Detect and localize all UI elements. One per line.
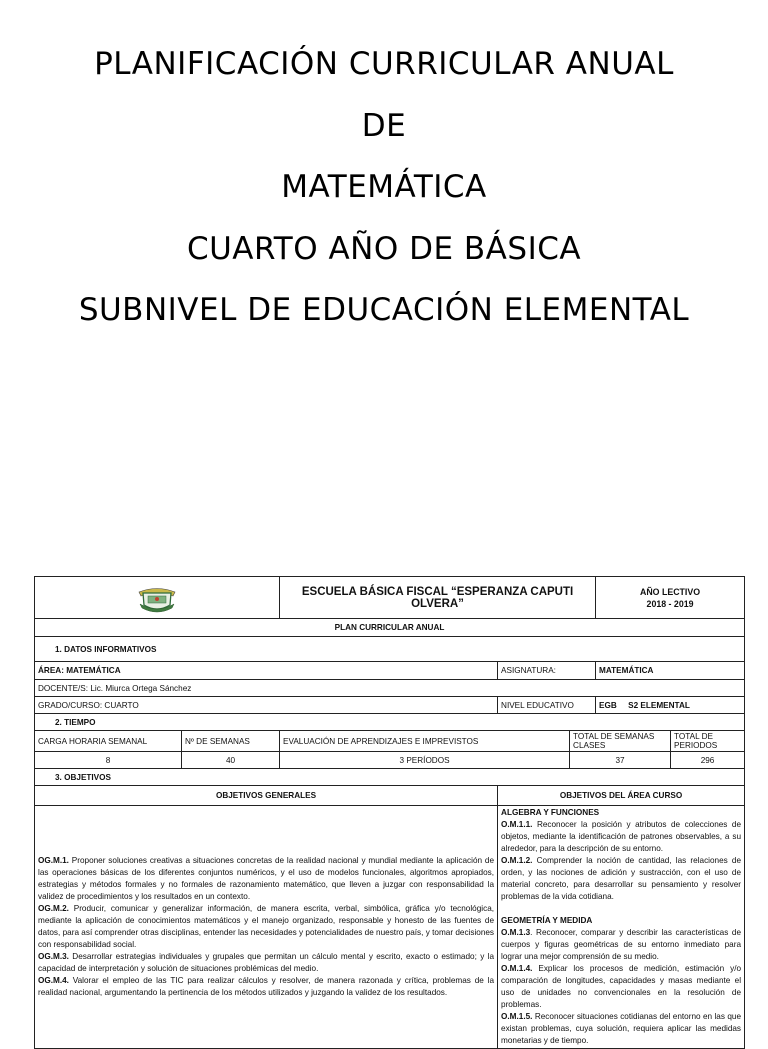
school-year-cell: [596, 577, 745, 619]
tiempo-value-cell: 296: [671, 752, 745, 769]
objetivos-area-cell: [498, 806, 745, 1049]
area-row: [35, 662, 745, 680]
algebra-section-title: ALGEBRA Y FUNCIONES: [501, 808, 600, 817]
plan-title-row: [35, 619, 745, 637]
plan-title: PLAN CURRICULAR ANUAL: [35, 619, 745, 637]
tiempo-section-row: [35, 714, 745, 731]
asignatura-value: MATEMÁTICA: [596, 662, 745, 680]
header-row: [35, 577, 745, 619]
objetivos-section-row: [35, 769, 745, 786]
objetivo-area: [501, 927, 741, 963]
objetivo-text: Desarrollar estrategias individuales y grupales que permitan un cálculo mental y escrito, exacto o estimado; y la capacidad de interpretación y solución de situaciones problémicas del medio.: [38, 952, 495, 973]
school-year-value: 2018 - 2019: [646, 598, 694, 609]
objetivo-area: [501, 819, 741, 855]
area-field: ÁREA: MATEMÁTICA: [35, 662, 498, 680]
docente-field: DOCENTE/S: Lic. Miurca Ortega Sánchez: [35, 680, 745, 697]
plan-table: [34, 576, 745, 1049]
objetivo-text: Explicar los procesos de medición, estimación y/o comparación de longitudes, capacidades y masas mediante el uso de unidades no convencionales en la resolución de problemas.: [501, 964, 742, 1009]
objetivo-general: [38, 855, 494, 903]
objetivo-text: Producir, comunicar y generalizar información, de manera escrita, verbal, simbólica, gráfica y/o tecnológica, mediante la aplicación de conocimientos matemáticos y el manejo organizado, responsable y honesto de las fuentes de datos, para así comprender otras disciplinas, entender las necesidades y potencialidades de nuestro país, y tomar decisiones con responsabilidad social.: [38, 904, 495, 949]
tiempo-header-cell: TOTAL DE PERIODOS: [671, 731, 745, 752]
cover-title: [0, 34, 768, 342]
objetivo-text: Proponer soluciones creativas a situaciones concretas de la realidad nacional y mundial mediante la aplicación de las operaciones básicas de los diferentes conjuntos numéricos, y el uso de modelos funcionales, algoritmos apropiados, estrategias y métodos formales y no formales de razonamiento matemático, que lleven a juzgar con responsabilidad la validez de procedimientos y los resultados en un contexto.: [38, 856, 495, 901]
school-logo-cell: [35, 577, 280, 619]
objetivo-code: OG.M.4.: [38, 976, 69, 985]
objetivo-general: [38, 951, 494, 975]
grado-row: [35, 697, 745, 714]
objetivos-generales-cell: [35, 806, 498, 1049]
cover-title-line-1: PLANIFICACIÓN CURRICULAR ANUAL: [94, 46, 674, 82]
cover-title-line-5: SUBNIVEL DE EDUCACIÓN ELEMENTAL: [78, 292, 690, 328]
geometria-section-title: GEOMETRÍA Y MEDIDA: [501, 916, 593, 925]
objetivo-code: O.M.1.5.: [501, 1012, 533, 1021]
objetivos-section-title: 3. OBJETIVOS: [35, 769, 745, 786]
objetivos-header-row: [35, 786, 745, 806]
tiempo-header-row: [35, 731, 745, 752]
cover-title-line-3: MATEMÁTICA: [281, 169, 487, 205]
objetivo-text: Reconocer situaciones cotidianas del entorno en las que existan problemas, cuya solución, requiera aplicar las medidas monetarias y de tiempo.: [501, 1012, 742, 1045]
tiempo-section-title: 2. TIEMPO: [35, 714, 745, 731]
datos-section-title: 1. DATOS INFORMATIVOS: [35, 637, 745, 662]
tiempo-values-row: [35, 752, 745, 769]
objetivo-code: O.M.1.2.: [501, 856, 533, 865]
objetivo-code: O.M.1.3: [501, 928, 531, 937]
school-crest-icon: [134, 583, 180, 613]
grado-field: GRADO/CURSO: CUARTO: [35, 697, 498, 714]
tiempo-header-cell: EVALUACIÓN DE APRENDIZAJES E IMPREVISTOS: [280, 731, 570, 752]
objetivos-generales-header: OBJETIVOS GENERALES: [35, 786, 498, 806]
objetivo-code: OG.M.1.: [38, 856, 69, 865]
asignatura-label: ASIGNATURA:: [498, 662, 596, 680]
tiempo-header-cell: TOTAL DE SEMANAS CLASES: [570, 731, 671, 752]
objetivo-code: O.M.1.1.: [501, 820, 533, 829]
objetivo-text: Valorar el empleo de las TIC para realizar cálculos y resolver, de manera razonada y crítica, problemas de la realidad nacional, argumentando la pertinencia de los métodos utilizados y juzgando la validez de los resultados.: [38, 976, 495, 997]
objetivos-content-row: [35, 806, 745, 1049]
tiempo-header-cell: CARGA HORARIA SEMANAL: [35, 731, 182, 752]
cover-title-line-4: CUARTO AÑO DE BÁSICA: [186, 230, 582, 267]
objetivo-area: [501, 855, 741, 903]
objetivo-text: Comprender la noción de cantidad, las relaciones de orden, y las nociones de adición y sustracción, con el uso de material concreto, para desarrollar su pensamiento y resolver problemas de la vida cotidiana.: [501, 856, 742, 901]
objetivo-code: OG.M.3.: [38, 952, 69, 961]
school-year-label: AÑO LECTIVO: [639, 586, 701, 597]
docente-row: [35, 680, 745, 697]
objetivo-area: [501, 1011, 741, 1047]
objetivo-text: . Reconocer, comparar y describir las características de cuerpos y figuras geométricas de su entorno inmediato para lograr una mejor comprensión de su medio.: [501, 928, 742, 961]
objetivos-area-header: OBJETIVOS DEL ÁREA CURSO: [498, 786, 745, 806]
nivel-value: EGB S2 ELEMENTAL: [596, 697, 745, 714]
tiempo-header-cell: Nº DE SEMANAS: [182, 731, 280, 752]
cover-title-line-2: DE: [361, 107, 407, 144]
objetivo-code: O.M.1.4.: [501, 964, 533, 973]
objetivo-area: [501, 963, 741, 1011]
objetivo-general: [38, 975, 494, 999]
objetivo-text: Reconocer la posición y atributos de colecciones de objetos, mediante la identificación de patrones observables, a su alrededor, para la descripción de su entorno.: [501, 820, 742, 853]
nivel-label: NIVEL EDUCATIVO: [498, 697, 596, 714]
tiempo-value-cell: 3 PERÍODOS: [280, 752, 570, 769]
tiempo-value-cell: 37: [570, 752, 671, 769]
objetivo-code: OG.M.2.: [38, 904, 69, 913]
objetivo-general: [38, 903, 494, 951]
datos-section-row: [35, 637, 745, 662]
tiempo-value-cell: 8: [35, 752, 182, 769]
tiempo-value-cell: 40: [182, 752, 280, 769]
school-name: ESCUELA BÁSICA FISCAL “ESPERANZA CAPUTI OLVERA”: [280, 577, 596, 619]
